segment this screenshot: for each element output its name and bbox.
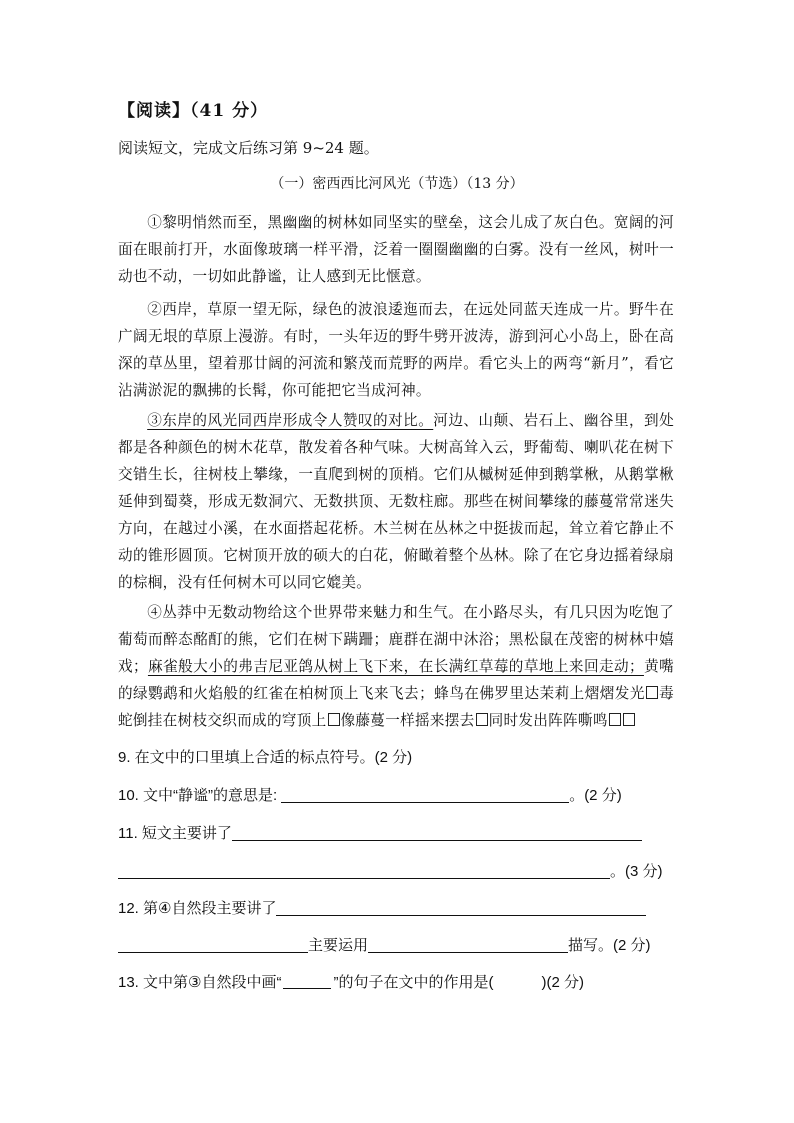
question-13-mid: ”的句子在文中的作用是(	[333, 974, 494, 991]
question-12-mid: 主要运用	[308, 937, 369, 954]
punctuation-box-2[interactable]	[328, 713, 340, 726]
question-9: 9. 在文中的口里填上合适的标点符号。(2 分)	[118, 749, 413, 766]
question-13-prompt: 13. 文中第③自然段中画“	[118, 974, 282, 991]
punctuation-box-5[interactable]	[623, 713, 635, 726]
punctuation-box-1[interactable]	[646, 686, 658, 699]
question-12-score: 描写。(2 分)	[568, 937, 651, 954]
answer-blank-11b[interactable]	[118, 862, 610, 879]
paragraph-2: ②西岸，草原一望无际，绿色的波浪逶迤而去，在远处同蓝天连成一片。野牛在广阔无垠的草原上漫游。有时，一头年迈的野牛劈开波涛，游到河心小岛上，卧在高深的草丛里，望着那廿阔的河流和繁茂而荒野的两岸。看它头上的两弯“新月”，看它沾满淤泥的飘拂的长髯，你可能把它当成河神。	[118, 301, 674, 399]
question-12	[118, 897, 646, 918]
answer-blank-12c[interactable]	[368, 936, 568, 953]
instruction-text: 阅读短文，完成文后练习第 9~24 题。	[118, 139, 379, 157]
paragraph-4-part-b: 黄嘴的绿鹦鹉和火焰般的红雀在柏树顶上飞来飞去；蜂鸟在佛罗里达茉莉上熠熠发光	[118, 658, 674, 702]
punctuation-box-4[interactable]	[609, 713, 621, 726]
question-10-score: 。(2 分)	[569, 787, 622, 804]
question-10	[118, 784, 622, 805]
question-11-line-2	[118, 860, 663, 881]
paragraph-4-part-e: 同时发出阵阵嘶鸣	[488, 712, 608, 729]
question-11-score: 。(3 分)	[610, 863, 663, 880]
question-13-score: )(2 分)	[541, 974, 584, 991]
underlined-dove-sentence: 麻雀般大小的弗吉尼亚鸽从树上飞下来，在长满红草莓的草地上来回走动；	[147, 658, 644, 675]
paragraph-3	[118, 407, 674, 596]
question-11-prompt: 11. 短文主要讲了	[118, 825, 232, 842]
punctuation-box-3[interactable]	[476, 713, 488, 726]
underline-sample	[283, 974, 331, 989]
paragraph-3-rest: 河边、山颠、岩石上、幽谷里，到处都是各种颜色的树木花草，散发着各种气味。大树高耸入云，野葡萄、喇叭花在树下交错生长，往树枝上攀缘，一直爬到树的顶梢。它们从槭树延伸到鹅掌楸，从鹅掌楸延伸到蜀葵，形成无数洞穴、无数拱顶、无数柱廊。那些在树间攀缘的藤蔓常常迷失方向，在越过小溪，在水面搭起花桥。木兰树在丛林之中挺拔而起，耸立着它静止不动的锥形圆顶。它树顶开放的硕大的白花，俯瞰着整个丛林。除了在它身边摇着绿扇的棕榈，没有任何树木可以同它媲美。	[118, 412, 675, 591]
answer-blank-12b[interactable]	[118, 936, 308, 953]
answer-blank-10[interactable]	[281, 786, 569, 803]
answer-blank-12a[interactable]	[276, 899, 646, 916]
paragraph-1: ①黎明悄然而至，黑幽幽的树林如同坚实的壁垒，这会儿成了灰白色。宽阔的河面在眼前打开，水面像玻璃一样平滑，泛着一圈圈幽幽的白雾。没有一丝风，树叶一动也不动，一切如此静谧，让人感到无比惬意。	[118, 214, 674, 285]
underlined-sentence: ③东岸的风光同西岸形成令人赞叹的对比。	[147, 412, 434, 429]
question-10-prompt: 10. 文中“静谧”的意思是:	[118, 787, 278, 804]
paragraph-4-part-d: 像藤蔓一样摇来摆去	[340, 712, 475, 729]
question-13	[118, 971, 584, 992]
paragraph-4	[118, 599, 674, 734]
paragraph-4-part-c: 毒蛇倒挂在树枝交织而成的穹顶上	[118, 685, 674, 729]
passage-title: （一）密西西比河风光（节选）（13 分）	[270, 176, 524, 192]
question-11	[118, 822, 642, 843]
paragraph-4-part-a: ④丛莽中无数动物给这个世界带来魅力和生气。在小路尽头，有几只因为吃饱了葡萄而醉态酩酊的熊，它们在树下蹒跚；鹿群在湖中沐浴；黑松鼠在茂密的树林中嬉戏；	[118, 604, 674, 675]
section-title: 【阅读】（41 分）	[118, 101, 269, 121]
answer-blank-11a[interactable]	[232, 824, 642, 841]
question-12-line-2	[118, 934, 651, 955]
question-12-prompt: 12. 第④自然段主要讲了	[118, 900, 277, 917]
